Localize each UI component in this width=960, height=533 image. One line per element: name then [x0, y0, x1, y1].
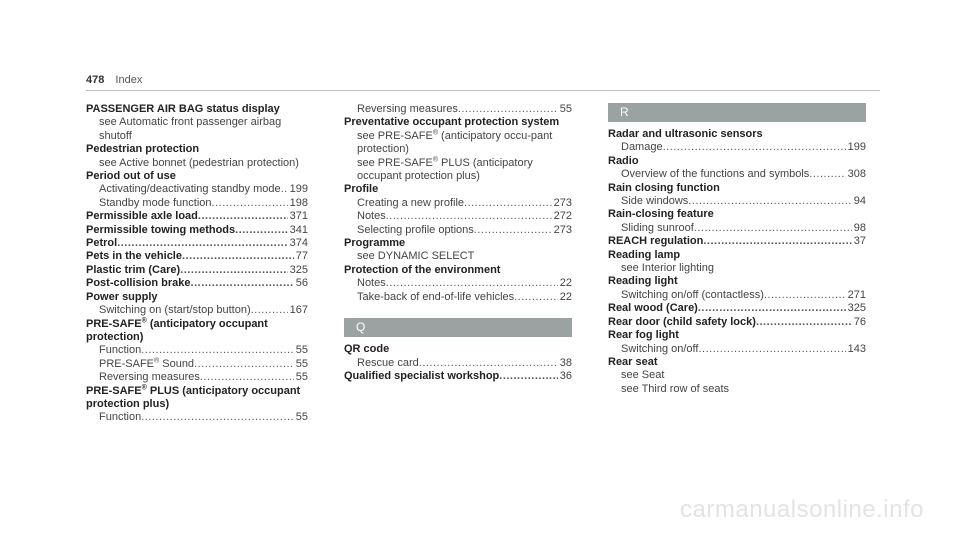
- leader-dots: [764, 289, 846, 302]
- leader-dots: [464, 197, 552, 210]
- leader-dots: [419, 357, 558, 370]
- page-ref: 273: [553, 196, 572, 209]
- page-ref: 98: [853, 221, 866, 234]
- index-term: Plastic trim (Care): [86, 263, 181, 276]
- index-term: Reading lamp: [608, 248, 681, 261]
- page-ref: 273: [553, 223, 572, 236]
- page-ref: 55: [295, 371, 308, 384]
- index-subentry: [344, 291, 572, 304]
- leader-dots: [474, 224, 552, 237]
- leader-dots: [281, 183, 288, 196]
- index-term: Pets in the vehicle: [86, 250, 182, 263]
- index-term: Permissible axle load: [86, 210, 198, 223]
- index-entry: [344, 103, 572, 116]
- index-entry: [86, 237, 308, 250]
- subentry-text: Reversing measures: [357, 103, 458, 115]
- index-entry: [608, 356, 866, 396]
- index-term: Rain closing function: [608, 181, 720, 194]
- index-entry: [608, 329, 866, 356]
- leader-dots: [698, 343, 845, 356]
- index-entry: [608, 249, 866, 276]
- index-term: Post-collision brake: [86, 277, 191, 290]
- index-entry: [86, 318, 308, 385]
- page-ref: 198: [289, 196, 308, 209]
- index-subentry: [344, 197, 572, 210]
- leader-dots: [514, 291, 558, 304]
- subentry-text: PRE-SAFE® Sound: [99, 357, 195, 370]
- leader-dots: [688, 195, 851, 208]
- index-column-3: [608, 103, 866, 396]
- index-term: [86, 318, 308, 345]
- page-ref: 55: [295, 344, 308, 357]
- subentry-text: Notes: [357, 210, 386, 223]
- index-entry: [608, 235, 866, 248]
- index-term: Radar and ultrasonic sensors: [608, 128, 763, 140]
- index-entry: [86, 210, 308, 223]
- leader-dots: [180, 264, 287, 277]
- index-subentry: see Automatic front passenger airbag shutoff: [99, 116, 282, 142]
- index-subentry: [608, 289, 866, 302]
- subentry-text: Selecting profile options: [357, 223, 474, 236]
- index-term: Permissible towing methods: [86, 223, 236, 236]
- index-entry: [86, 385, 308, 425]
- index-subentry: see PRE-SAFE® (anticipatory occu-pant protection): [357, 129, 553, 156]
- index-term: Profile: [344, 183, 379, 196]
- subentry-text: Activating/deactivating standby mode: [99, 183, 281, 196]
- index-entry: [608, 302, 866, 315]
- index-entry: [86, 264, 308, 277]
- leader-dots: [694, 222, 852, 235]
- index-subentry: see Interior lighting: [621, 262, 714, 275]
- page-ref: 143: [847, 342, 866, 355]
- leader-dots: [212, 197, 288, 210]
- index-term: REACH regulation: [608, 235, 704, 248]
- index-term: Period out of use: [86, 170, 176, 183]
- subentry-text: Sliding sunroof: [621, 221, 694, 234]
- index-subentry: [344, 210, 572, 223]
- page-ref: 94: [853, 195, 866, 208]
- letter-heading-q: Q: [344, 318, 572, 337]
- index-term: Protection of the environment: [344, 263, 501, 276]
- subentry-text: Overview of the functions and symbols: [621, 168, 810, 181]
- index-term: Rear seat: [608, 355, 658, 368]
- leader-dots: [499, 370, 557, 383]
- index-term: PASSENGER AIR BAG status display: [86, 103, 280, 115]
- index-subentry: see Third row of seats: [621, 382, 730, 395]
- page-ref: 38: [559, 356, 572, 369]
- index-entry: [86, 277, 308, 290]
- index-term: QR code: [344, 343, 390, 356]
- index-column-2: [344, 103, 572, 383]
- index-entry: [608, 316, 866, 329]
- page-ref: 371: [289, 210, 308, 223]
- index-entry: [608, 155, 866, 182]
- page-ref: 374: [289, 237, 308, 250]
- index-entry: [86, 291, 308, 318]
- index-subentry: [344, 357, 572, 370]
- index-entry: [608, 128, 866, 155]
- registered-mark: ®: [141, 383, 147, 391]
- term-text: PLUS (anticipatory occupant protection plus): [86, 384, 301, 410]
- index-subentry: see Seat: [621, 369, 665, 382]
- letter-heading-r: R: [608, 103, 866, 122]
- index-entry: [86, 250, 308, 263]
- leader-dots: [194, 358, 294, 371]
- leader-dots: [386, 277, 558, 290]
- page-ref: 325: [847, 302, 866, 315]
- subentry-text: Reversing measures: [99, 371, 200, 384]
- index-column-1: [86, 103, 308, 425]
- index-entry: [608, 275, 866, 302]
- index-entry: [344, 343, 572, 370]
- page-ref: 308: [847, 168, 866, 181]
- page-ref: 271: [847, 288, 866, 301]
- page-ref: 55: [295, 411, 308, 424]
- subentry-text: Standby mode function: [99, 196, 212, 209]
- leader-dots: [756, 316, 852, 329]
- leader-dots: [235, 224, 288, 237]
- index-subentry: [608, 168, 866, 181]
- leader-dots: [698, 302, 846, 315]
- subentry-text: Function: [99, 344, 142, 357]
- index-subentry: [608, 343, 866, 356]
- index-entry: [86, 224, 308, 237]
- leader-dots: [191, 277, 294, 290]
- index-subentry: see DYNAMIC SELECT: [357, 250, 475, 263]
- index-entry: [608, 208, 866, 235]
- page-ref: 199: [289, 183, 308, 196]
- index-subentry: [86, 304, 308, 317]
- index-subentry: [344, 277, 572, 290]
- subentry-text: Function: [99, 411, 142, 424]
- index-term: Programme: [344, 237, 406, 250]
- subentry-text: Take-back of end-of-life vehicles: [357, 290, 515, 303]
- term-text: PRE-SAFE: [86, 317, 142, 330]
- header-divider: [86, 90, 880, 91]
- index-entry: [86, 170, 308, 210]
- index-entry: [344, 183, 572, 237]
- subentry-text: Side windows: [621, 195, 689, 208]
- index-entry: [344, 264, 572, 304]
- page-ref: 199: [847, 141, 866, 154]
- term-text: (anticipatory occupant protection): [86, 317, 268, 343]
- index-subentry: [86, 344, 308, 357]
- page-ref: 167: [289, 304, 308, 317]
- page-ref: 37: [853, 235, 866, 248]
- leader-dots: [141, 411, 294, 424]
- page-ref: 77: [295, 250, 308, 263]
- leader-dots: [809, 168, 845, 181]
- leader-dots: [663, 141, 846, 154]
- index-subentry: see Active bonnet (pedestrian protection): [99, 156, 299, 169]
- index-term: Rain-closing feature: [608, 208, 714, 221]
- index-term: Preventative occupant protection system: [344, 116, 560, 129]
- index-entry: [86, 103, 308, 143]
- subentry-text: Creating a new profile: [357, 196, 465, 209]
- page-ref: 22: [559, 277, 572, 290]
- index-subentry: [608, 141, 866, 154]
- index-subentry: [86, 183, 308, 196]
- registered-mark: ®: [141, 316, 147, 324]
- subentry-text: Switching on/off (contactless): [621, 288, 764, 301]
- index-subentry: [86, 411, 308, 424]
- index-subentry: [86, 197, 308, 210]
- leader-dots: [251, 304, 288, 317]
- leader-dots: [200, 371, 294, 384]
- subentry-text: Rescue card: [357, 356, 419, 369]
- subentry-text: Damage: [621, 141, 663, 154]
- index-term: [86, 385, 308, 412]
- index-entry: [344, 116, 572, 183]
- subentry-text: Switching on (start/stop button): [99, 304, 251, 317]
- index-term: Reading light: [608, 275, 678, 288]
- index-subentry: [86, 358, 308, 371]
- leader-dots: [198, 210, 288, 223]
- index-entry: [608, 182, 866, 209]
- index-term: Radio: [608, 154, 639, 167]
- leader-dots: [386, 210, 552, 223]
- leader-dots: [141, 344, 294, 357]
- page-ref: 36: [559, 369, 572, 382]
- index-entry: [86, 143, 308, 170]
- index-term: Rear fog light: [608, 329, 679, 342]
- leader-dots: [182, 250, 294, 263]
- index-term: Petrol: [86, 237, 118, 250]
- leader-dots: [703, 235, 851, 248]
- index-subentry: see PRE-SAFE® PLUS (anticipatory occupant protection plus): [357, 155, 533, 183]
- index-term: Rear door (child safety lock): [608, 315, 756, 328]
- page-ref: 272: [553, 210, 572, 223]
- leader-dots: [458, 103, 558, 116]
- subentry-text: Switching on/off: [621, 342, 699, 355]
- page-ref: 325: [289, 263, 308, 276]
- index-subentry: [344, 103, 572, 116]
- page-ref: 341: [289, 223, 308, 236]
- index-subentry: [344, 224, 572, 237]
- index-subentry: [608, 222, 866, 235]
- index-subentry: [608, 195, 866, 208]
- index-subentry: [86, 371, 308, 384]
- watermark: carmanualsonline.info: [680, 496, 924, 523]
- page-ref: 56: [295, 277, 308, 290]
- index-term: Power supply: [86, 290, 158, 303]
- page-ref: 55: [295, 357, 308, 370]
- page-ref: 22: [559, 290, 572, 303]
- index-term: Qualified specialist workshop: [344, 369, 500, 382]
- index-term: Real wood (Care): [608, 302, 698, 315]
- section-title: Index: [115, 74, 143, 86]
- page-ref: 76: [853, 315, 866, 328]
- page-header: [86, 74, 880, 90]
- leader-dots: [117, 237, 287, 250]
- page-number: 478: [86, 74, 105, 86]
- subentry-text: Notes: [357, 277, 386, 290]
- index-entry: [344, 237, 572, 264]
- page-ref: 55: [559, 103, 572, 115]
- term-text: PRE-SAFE: [86, 384, 142, 397]
- index-term: Pedestrian protection: [86, 143, 200, 156]
- index-entry: [344, 370, 572, 383]
